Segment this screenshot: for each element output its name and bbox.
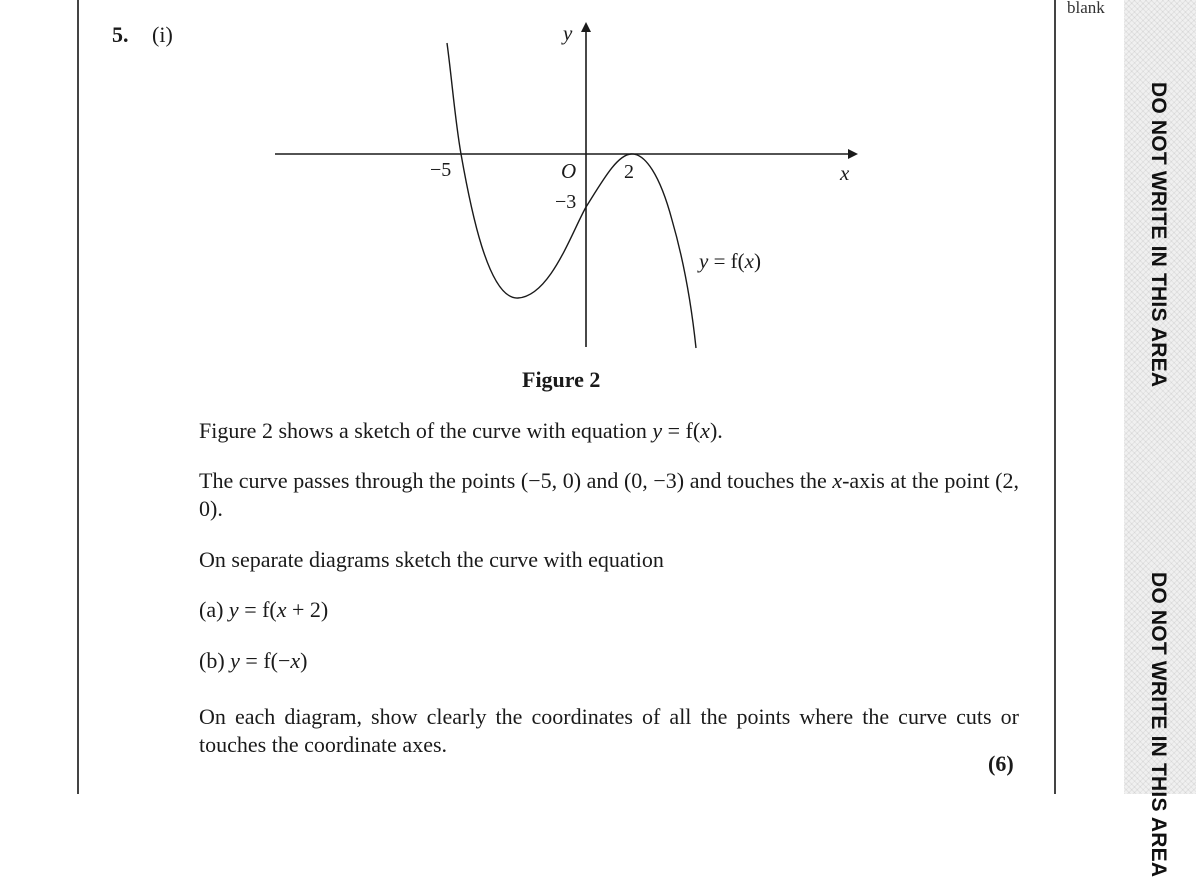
y-axis-label: y xyxy=(563,21,573,45)
blank-label: blank xyxy=(1067,0,1105,17)
question-text-instruction: On separate diagrams sketch the curve with equation xyxy=(199,547,664,572)
question-part: (i) xyxy=(152,22,173,47)
x-axis-label: x xyxy=(840,161,850,185)
y-intercept-label: −3 xyxy=(555,191,577,213)
do-not-write-warning: DO NOT WRITE IN THIS AREA xyxy=(1147,572,1170,877)
do-not-write-warning: DO NOT WRITE IN THIS AREA xyxy=(1147,82,1170,388)
question-text-points: The curve passes through the points (−5, 0) and (0, −3) and touches the x-axis at the point (2, 0). xyxy=(199,468,1019,521)
origin-label: O xyxy=(561,159,577,183)
marks-allocation: (6) xyxy=(988,751,1014,776)
curve-label: y = f(x) xyxy=(699,249,761,273)
question-text-requirement: On each diagram, show clearly the coordinates of all the points where the curve cuts or touches the coordinate axes. xyxy=(199,704,1019,757)
question-number: 5. xyxy=(112,22,129,47)
question-part-a: (a) y = f(x + 2) xyxy=(199,597,329,622)
question-text-intro: Figure 2 shows a sketch of the curve with equation y = f(x). xyxy=(199,418,723,443)
question-part-b: (b) y = f(−x) xyxy=(199,648,308,673)
figure-caption: Figure 2 xyxy=(522,367,601,392)
x-intercept-label: −5 xyxy=(430,159,452,181)
x-touch-point-label: 2 xyxy=(624,161,634,183)
